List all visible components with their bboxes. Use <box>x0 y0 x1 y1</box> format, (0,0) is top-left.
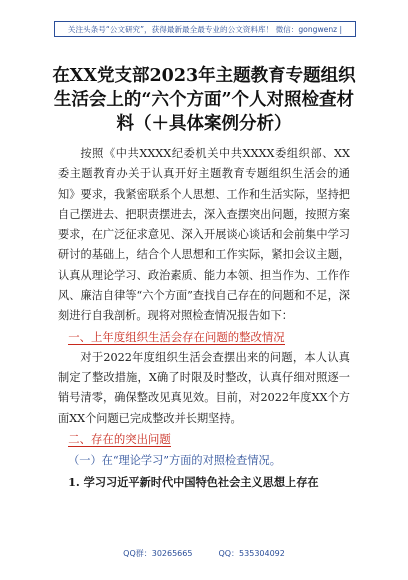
footer-qq-group: QQ群：30265665 <box>123 549 193 558</box>
section-2-heading-text: 二、存在的突出问题 <box>68 431 171 446</box>
section-1-paragraph: 对于2022年度组织生活会查摆出来的问题，本人认真制定了整改措施，X确了时限及时整改，认真仔细对照逐一销号清零，确保整改见真见效。目前，对2022年度XX个方面XX个问题已完成整改并长期坚持。 <box>58 350 350 425</box>
section-1-heading-text: 一、上年度组织生活会存在问题的整改情况 <box>68 329 285 344</box>
section-2-heading <box>58 429 350 450</box>
document-title: 在XX党支部2023年主题教育专题组织生活会上的“六个方面”个人对照检查材料（＋具体案例分析） <box>52 66 356 134</box>
section-2-item-1: 1. 学习习近平新时代中国特色社会主义思想上存在 <box>68 474 319 489</box>
promo-banner-text: 关注头条号“公文研究”，获得最新最全最专业的公文资料库！ 微信：gongwenz | <box>67 24 343 34</box>
footer-qq: QQ：535304092 <box>218 549 285 558</box>
section-1-heading <box>58 327 350 348</box>
document-body <box>58 144 350 493</box>
footer <box>0 548 408 559</box>
promo-banner[interactable] <box>54 21 356 37</box>
section-2-subheading: （一）在“理论学习”方面的对照检查情况。 <box>68 453 281 467</box>
intro-paragraph: 按照《中共XXXX纪委机关中共XXXX委组织部、XX委主题教育办关于认真开好主题教育专题组织生活会的通知》要求，我紧密联系个人思想、工作和生活实际，坚持把自己摆进去、把职责摆进去，深入查摆突出问题，按照方案要求，在广泛征求意见、深入开展谈心谈话和会前集中学习研讨的基础上，结合个人思想和工作实际，紧扣会议主题，认真从理论学习、政治素质、能力本领、担当作为、工作作风、廉洁自律等“六个方面”查找自己存在的问题和不足，深刻进行自我剖析。现将对照检查情况报告如下： <box>58 147 350 323</box>
